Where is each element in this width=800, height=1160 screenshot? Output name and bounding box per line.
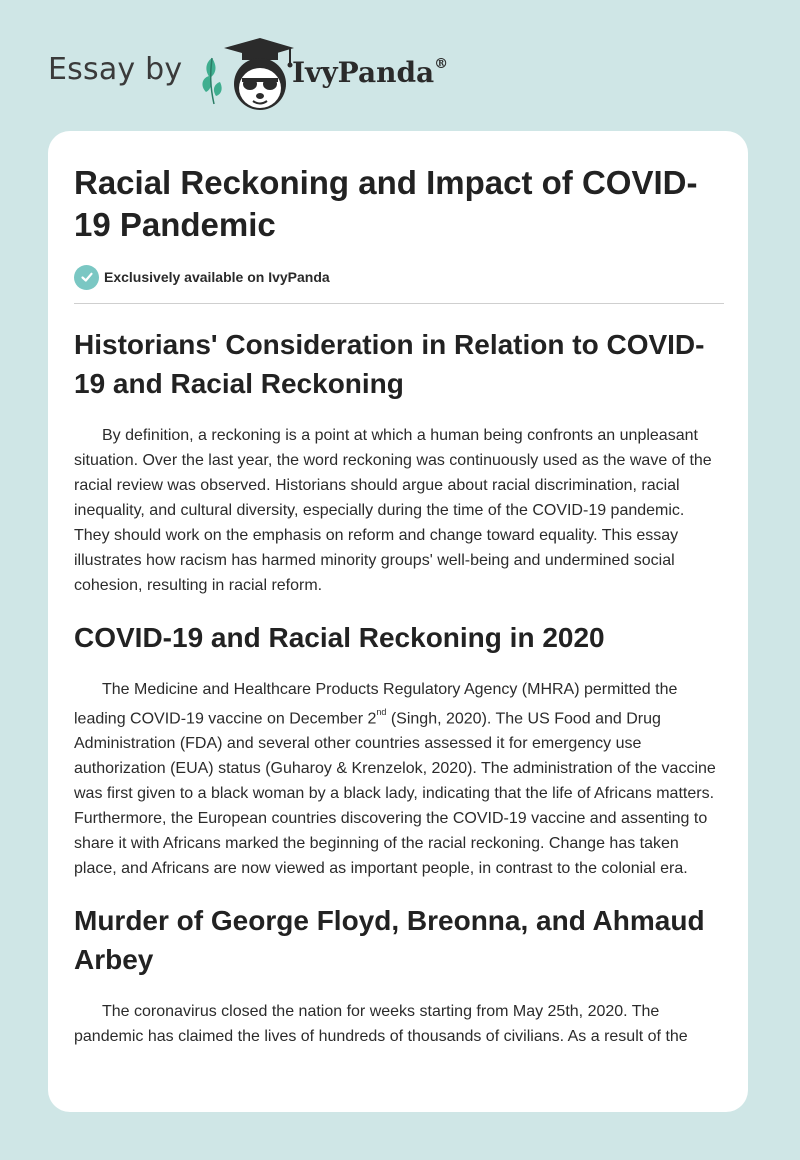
registered-mark: ® <box>434 55 449 72</box>
article-title: Racial Reckoning and Impact of COVID-19 Pandemic <box>74 164 698 243</box>
brand-prefix: Essay by <box>48 52 183 87</box>
article-card <box>48 131 748 1112</box>
checkmark-icon <box>74 265 99 290</box>
paragraph-text: (Singh, 2020). The US Food and Drug Administration (FDA) and several other countries assessed it for emergency use authorization (EUA) status (Guharoy & Krenzelok, 2020). The administration of the vaccine was first given to a black woman by a black lady, indicating that the life of Africans matters. Furthermore, the European countries discovering the COVID-19 vaccine and assenting to share it with Africans marked the beginning of the racial reckoning. Change has taken place, and Africans are now viewed as important people, in contrast to the colonial era. <box>74 710 716 878</box>
title-divider <box>74 303 724 304</box>
section-paragraph: By definition, a reckoning is a point at which a human being confronts an unpleasant situation. Over the last year, the word reckoning was continuously used as the wave of the racial review was observed. Historians should argue about racial discrimination, racial inequality, and cultural diversity, especially during the time of the COVID-19 pandemic. They should work on the emphasis on reform and change toward equality. This essay illustrates how racism has harmed minority groups' well-being and undermined social cohesion, resulting in racial reform. <box>74 427 712 594</box>
section-heading: Historians' Consideration in Relation to COVID-19 and Racial Reckoning <box>74 329 705 399</box>
section-heading: Murder of George Floyd, Breonna, and Ahmaud Arbey <box>74 905 705 976</box>
section-paragraph: The coronavirus closed the nation for weeks starting from May 25th, 2020. The pandemic has claimed the lives of hundreds of thousands of civilians. As a result of the <box>74 1003 688 1046</box>
article-body <box>74 325 724 1069</box>
exclusive-badge-text: Exclusively available on IvyPanda <box>104 269 330 285</box>
ordinal-suffix: nd <box>376 707 387 717</box>
section-heading: COVID-19 and Racial Reckoning in 2020 <box>74 622 605 653</box>
section-paragraph <box>74 677 724 881</box>
brand-header[interactable] <box>48 34 468 114</box>
brand-name-text: IvyPanda <box>292 56 435 89</box>
exclusive-badge <box>74 264 330 290</box>
brand-name <box>292 56 448 89</box>
ivy-leaf-icon <box>202 58 221 104</box>
panda-graduate-icon <box>198 34 298 114</box>
paragraph-text: The Medicine and Healthcare Products Regulatory Agency (MHRA) permitted the leading COVID-19 vaccine on December 2 <box>74 681 678 728</box>
